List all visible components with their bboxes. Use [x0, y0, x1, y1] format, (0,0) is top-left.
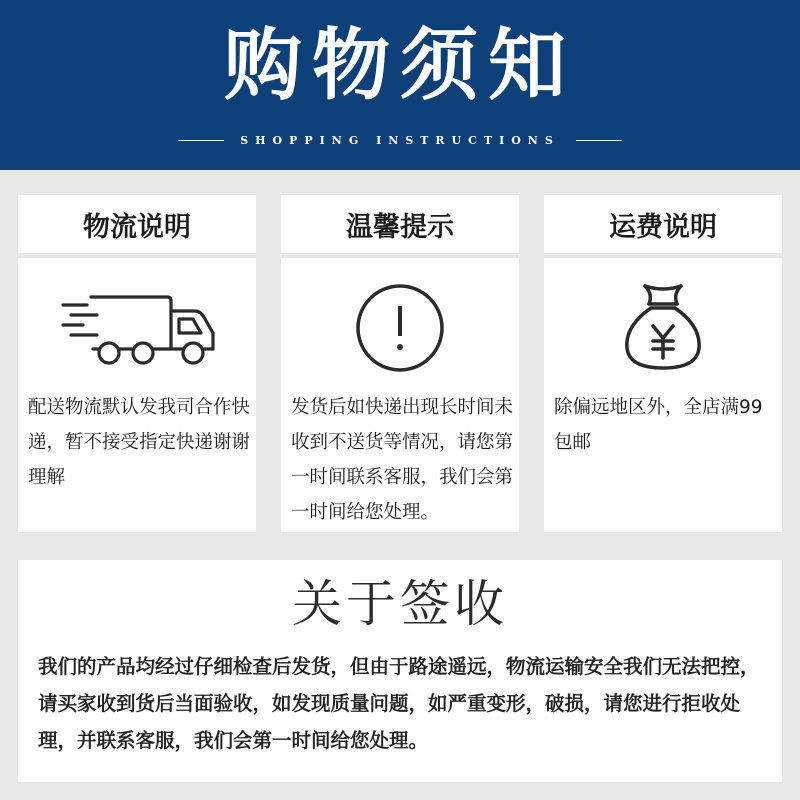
- logistics-card: [18, 258, 256, 532]
- delivery-truck-icon: [18, 278, 256, 378]
- reminder-card: [281, 258, 519, 532]
- shipping-fee-card: [544, 258, 782, 532]
- logistics-card-title: 物流说明: [18, 195, 256, 253]
- logistics-card-text: 配送物流默认发我司合作快递，暂不接受指定快递谢谢理解: [28, 397, 251, 488]
- shipping-fee-card-text: 除偏远地区外，全店满99包邮: [554, 397, 763, 453]
- about-signing-section: [18, 640, 782, 782]
- subtitle-divider-left: [178, 140, 224, 141]
- exclamation-circle-icon: [281, 278, 519, 378]
- about-signing-title: 关于签收: [18, 560, 782, 640]
- subtitle-divider-right: [576, 140, 622, 141]
- header-banner: [0, 0, 800, 170]
- reminder-card-title: 温馨提示: [281, 195, 519, 253]
- page-title: 购物须知: [223, 21, 576, 111]
- about-signing-text: 我们的产品均经过仔细检查后发货，但由于路途遥远，物流运输安全我们无法把控，请买家收到货后当面验收，如发现质量问题，如严重变形，破损，请您进行拒收处理，并联系客服，我们会第一时间给您处理。: [38, 655, 760, 752]
- page-subtitle: SHOPPING INSTRUCTIONS: [240, 133, 560, 147]
- shipping-fee-card-title: 运费说明: [544, 195, 782, 253]
- reminder-card-text: 发货后如快递出现长时间未收到不送货等情况，请您第一时间联系客服，我们会第一时间给您处理。: [291, 397, 514, 523]
- yuan-money-bag-icon: [544, 278, 782, 378]
- subtitle-row: [0, 130, 800, 150]
